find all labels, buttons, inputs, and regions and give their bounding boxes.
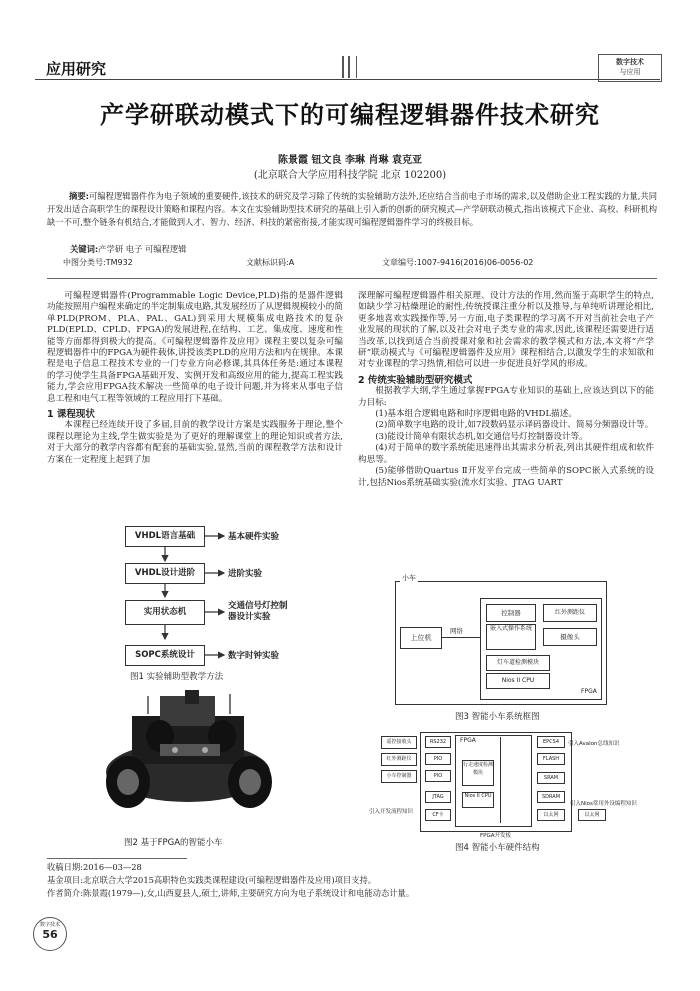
fig1-label-4: 数字时钟实验 [228, 651, 280, 661]
document-code: 文献标识码:A [246, 258, 295, 267]
logo-line2: 与应用 [619, 68, 641, 76]
figure-3-caption: 图3 智能小车系统框图 [455, 712, 540, 722]
fig4-left-3: 小车控制器 [381, 770, 417, 783]
page-number: 56 [42, 928, 58, 941]
fig1-label-1: 基本硬件实验 [228, 532, 280, 542]
section-2-text: 根据教学大纲,学生通过掌握FPGA专业知识的基础上,应该达到以下的能力目标: [358, 386, 654, 408]
intro-paragraph: 可编程逻辑器件(Programmable Logic Device,PLD)指的是器件逻辑功能按照用户编程来确定的半定制集成电路,其发展经历了从逻辑规模较小的简单PLD(PROM、PLA、PAL、GAL)到采用大规模集成电路技术的复杂PLD(EPLD、CPLD、FPGA)的发展进程,在结构、工艺、集成度、速度和性能等方面都得到极大的提高。《可编程逻辑器件及应用》课程主要以复杂可编程逻辑器件中的FPGA为硬件载体,讲授该类PLD的应用方法和内在规律。本课程是电子信息工程技术专业的一门专业方向必修课,其具体任务是:通过本课程的学习使学生具备FPGA基础开发、实例开发和高级应用的能力,提高工程实践能力,学会应用FPGA技术解决一些简单的电子设计问题,并为将来从事电子信息工程和电气工程等领域的工程应用打下基础。 [47, 291, 343, 404]
fig4-right-2: FLASH [537, 753, 565, 765]
fig1-label-3: 交通信号灯控制器设计实验 [228, 601, 288, 622]
abstract-label: 摘要: [69, 191, 89, 201]
fig3-embedded-os: 嵌入式操作系统 [486, 624, 536, 650]
section-label: 应用研究 [46, 60, 107, 78]
ability-item-2: (2)简单数字电路的设计,如7段数码显示译码器设计、简易分频器设计等。 [375, 420, 654, 431]
fig4-board-label: FPGA开发板 [480, 833, 512, 839]
fig3-network-line [441, 637, 481, 638]
footnote-author: 作者简介:陈景霞(1979—),女,山西夏县人,硕士,讲师,主要研究方向为电子系统设计和电能动态计量。 [47, 888, 415, 898]
fig4-right-1: EPCS4 [537, 736, 565, 748]
footnote-fund: 基金项目:北京联合大学2015高职特色实践类课程建设(可编程逻辑器件及应用)项目支持。 [47, 875, 377, 885]
fig3-controller: 控制器 [486, 604, 536, 622]
affiliation: (北京联合大学应用科技学院 北京 102200) [253, 170, 447, 181]
clc-number: 中图分类号:TM932 [63, 258, 133, 267]
fig3-fpga-label: FPGA [581, 688, 597, 695]
section-2-heading: 2 传统实验辅助型研究模式 [358, 374, 473, 386]
paper-title: 产学研联动模式下的可编程逻辑器件技术研究 [100, 101, 600, 129]
footnote-received: 收稿日期:2016—03—28 [47, 862, 142, 872]
fig3-nios-cpu: Nios II CPU [486, 673, 550, 689]
fig4-annotation-3: 引入开发流程知识 [369, 809, 414, 815]
fig4-annotation-2: 引入Nios常用外设编程知识 [570, 801, 637, 807]
ability-item-1: (1)基本组合逻辑电路和时序逻辑电路的VHDL描述。 [375, 409, 577, 420]
section-1-heading: 1 课程现状 [47, 409, 95, 421]
fig4-right-3: SRAM [537, 772, 565, 784]
fig4-io-3: PIO [425, 770, 451, 782]
figure-1-caption: 图1 实验辅助型教学方法 [130, 672, 224, 682]
fig4-bus [500, 737, 501, 823]
footnote-rule [47, 858, 187, 859]
fig4-io-5: CF卡 [425, 809, 451, 821]
ability-item-5: (5)能够借助Quartus Ⅱ开发平台完成一些简单的SOPC嵌入式系统的设计,包括Nios系统基础实验(流水灯实验、JTAG UART [358, 466, 654, 488]
fig4-io-1: RS232 [425, 736, 451, 748]
figure-2-caption: 图2 基于FPGA的智能小车 [124, 838, 223, 848]
fig4-speed-module: 行走速度检测模块 [462, 760, 494, 786]
fig4-annotation-1: 引入Avalon总线知识 [568, 741, 620, 747]
fig3-car-label: 小车 [402, 574, 416, 582]
smart-car-photo [100, 686, 280, 826]
fig1-step-3: 实用状态机 [125, 600, 205, 625]
fig3-ir-sensor: 红外测距仪 [543, 604, 597, 622]
fig4-left-1: 遥控接收头 [381, 736, 417, 749]
fig3-network-label: 网络 [450, 627, 463, 635]
logo-line1: 数字技术 [616, 57, 644, 66]
abstract-text: 可编程逻辑器件作为电子领域的重要硬件,该技术的研究及学习除了传统的实验辅助方法外,还应结合当前电子市场的需求,以及借助企业工程实践的力量,共同开发出适合高职学生的课程设计策略和课程内容。本文在实验辅助型技术研究的基础上引入新的创新的研究模式—产学研联动模式,指出该模式下企业、高校、科研机构缺一不可,整个链条有机结合,才能做到人才、智力、经济、科技的紧密衔接,才能实现可编程逻辑器件学习的终极目标。 [47, 191, 657, 227]
section-1-text: 本课程已经连续开设了多届,目前的教学设计方案是实践服务于理论,整个课程以理论为主线,学生做实验是为了更好的理解课堂上的理论知识或者方法,对于大部分的教学内容都有配套的基础实验,显然,当前的课程教学方法和设计方案在一定程度上起到了加 [47, 420, 343, 465]
fig4-fpga-label: FPGA [460, 737, 476, 744]
fig1-label-2: 进阶实验 [228, 569, 263, 579]
ability-item-4: (4)对于简单的数字系统能迅速得出其需求分析表,列出其硬件组成和软件构思等。 [358, 443, 654, 465]
fig3-camera: 摄像头 [543, 628, 597, 646]
fig1-step-2: VHDL设计进阶 [125, 563, 205, 584]
fig4-far-right: 以太网 [578, 809, 606, 821]
fig4-right-5: 以太网 [537, 809, 565, 821]
fig4-left-2: 红外测距仪 [381, 753, 417, 766]
fig4-io-4: JTAG [425, 791, 451, 803]
page-number-badge [33, 917, 67, 951]
fig1-step-4: SOPC系统设计 [125, 645, 205, 666]
right-column [358, 291, 654, 489]
fig3-lane-detect: 灯车道检测模块 [486, 655, 550, 671]
fig4-right-4: SDRAM [537, 791, 565, 803]
article-number: 文章编号:1007-9416(2016)06-0056-02 [382, 258, 534, 267]
badge-logo-text: 数字技术 [39, 922, 60, 928]
authors: 陈景霞 钮文良 李琳 肖琳 袁克亚 [278, 155, 422, 166]
fig4-io-2: PIO [425, 753, 451, 765]
right-intro-paragraph: 深理解可编程逻辑器件相关原理、设计方法的作用,然而鉴于高职学生的特点,如缺少学习枯燥理论的耐性,传统授课注重分析以及推导,与单纯听讲理论相比,更多地喜欢实践操作等,另一方面,电子类课程的学习离不开对当前社会电子产业发展的现状的了解,以及社会对电子类专业的需求,因此,该课程还需要进行适当改革,以找到适合当前授课对象和社会需求的教学模式和方法,本文将“产学研”联动模式与《可编程逻辑器件及应用》课程相结合,以激发学生的求知欲和对专业课程的学习热情,相信可以进一步促进良好学风的形成。 [358, 291, 654, 370]
keywords-label: 关键词: [70, 244, 99, 254]
keywords-text: 产学研 电子 可编程逻辑 [98, 244, 187, 254]
fig4-nios-cpu: Nios II CPU [462, 792, 494, 808]
ability-item-3: (3)能设计简单有限状态机,如交通信号灯控制器设计等。 [375, 431, 588, 442]
fig3-pc-block: 上位机 [400, 627, 442, 649]
fig1-step-1: VHDL语言基础 [125, 526, 205, 547]
figure-4-caption: 图4 智能小车硬件结构 [455, 843, 540, 853]
